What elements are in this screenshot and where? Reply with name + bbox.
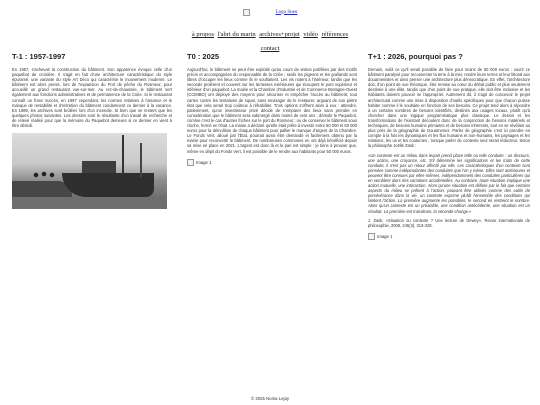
- broken-image: [368, 233, 530, 240]
- main-nav: [0, 30, 540, 53]
- broken-image-icon: [368, 233, 375, 240]
- nav-item-a-propos[interactable]: à propos: [191, 31, 215, 38]
- column-t-minus-1: [12, 52, 172, 209]
- nav-item-contact[interactable]: contact: [260, 45, 280, 52]
- image-alt-text: Image 1: [377, 233, 393, 239]
- citation: J. Zask, «Situation ou contexte ? Une lecture de Dewey», Revue internationale de philosophie, 2008, 245(3), 313-328.: [368, 217, 530, 228]
- broken-image-icon: [187, 159, 194, 166]
- column-t-plus-1: [368, 52, 530, 240]
- nav-item-references[interactable]: références: [321, 31, 349, 38]
- column-paragraph: Demain, voilà ce qu'il serait possible de faire pour moins de 50 000 euros : ouvrir ce bâtiment paralysé pour reconnecter la terre à la mer, rendre leurs terres et leur littoral aux douarnenistes et ainsi penser une architecture plus démocratique. En effet, l'architecture doit, d'un point de vue théorique, être remise au cœur du débat public et plus seulement destinée à une élite, tandis que d'un point de vue pratique, elle doit être inclusive et les habitants doivent pouvoir se l'approprier. Autrement dit, il s'agit de concevoir le projet architectural comme une mise à disposition d'outils spécifiques pour que chacun puisse habiter comme il le souhaite en fonction de ses besoins. Ce projet tend alors à répondre à un certains nombres de besoins identifiés, destinés aux usages locaux, plutôt qu'à chercher dans une logique programmatique plus classique. Le dessin et les transformations de l'existant découlent donc de la conjonction de besoins matériels et techniques, de besoins humains primaires et de besoins inhérents, tout en se révélant au plus près de la géographie de Douarnenez. Parler de géographie c'est ici prendre en compte à la fois les dynamiques et les flux humains et non-humains, les paysages et les relations, les us et les coutumes ; lorsque parler de contexte seul serait réducteur. Selon la philosophe Joëlle Zask :: [368, 67, 531, 149]
- column-title: T+1 : 2026, pourquoi pas ?: [368, 52, 463, 61]
- logo-row: [0, 8, 540, 16]
- site-header: [0, 8, 540, 53]
- image-alt-text: Image 1: [196, 159, 212, 165]
- zask-quote: «Un contexte est un milieu dans lequel prend place telle ou telle conduite : un discours, une action, une croyance, etc. S'il détermine les significations et les traits de cette conduite, il n'est pas un retour affecté par elle. Les caractéristiques d'un contexte sont pensées comme indépendantes des conduites que l'on y mène. Elles sont antérieures et peuvent être connues par elles-mêmes, indépendamment des conduites particulières qui en semblent alors des variations accidentelles. Au contraire, toute situation implique une action mutuelle, une interaction. Alors qu'une situation est définie par le fait que certains aspects du milieu se prêtent à l'action, pouvant être utilisés comme des outils de persévérance dans la vie, un contexte exprime plutôt l'ensemble des conditions qui limitent l'action. La première augmente les possibles, le second en restreint le nombre. Alors qu'un contexte est un préalable, une condition antécédente, une situation est un résultat. La première est transitoire, la seconde change.»: [368, 152, 530, 214]
- column-paragraph: En 1957, s'achevait la construction du bâtiment. Son apparence évoque celle d'un paquebot de croisière. Il s'agit en fait d'une architecture caractéristique du style épuramé, une variante du style Art Déco qui caractérise le mouvement moderne. Le bâtiment est alors pensé, lors de l'expansion du Port de pêche du Rosmeur, pour accueillir un grand restaurant vue-sur-mer. Au rez-de-chaussée, le bâtiment sert également aux fonctions administratives et de permanence de la Criée. Si le restaurant connaît un franc succès, en 1997 cependant, les normes relatives à l'aisance et le manque de rentabilité et d'entretien du bâtiment condamnent ce dernier à la vacance. En 1989, les archives sont brûlées lors d'un incendie. Si bien que ne restent que les quelques photos suivantes. Les dessins sont le résultante d'un travail de recherche et de relevé réalisé pour que la mémoire du Paquebot demeure si ce dernier en vient à être démoli.: [12, 67, 172, 129]
- harbor-photo: [12, 133, 167, 209]
- logo-link[interactable]: Logo Sneu: [275, 9, 298, 15]
- broken-image-icon: [243, 9, 250, 16]
- nav-item-archives-projet[interactable]: archives+projet: [259, 31, 300, 38]
- column-t0: [187, 52, 357, 166]
- column-paragraph: Aujourd'hui, le bâtiment ne peut être exploité qu'au cours de visites justifiées par des motifs précis et accompagnées du responsable de la Criée ; seuls les pigeons et les goélands sont libres d'occuper les lieux comme ils le souhaitent. Les vis notent à l'intérieur, tandis que les seconds prolèrent et couvent sur les terrasses extérieures qui écoupent le pont supérieur et inférieur d'un paquebot. La mairie et la Chambre d'Industrie et de Commerce Bretagne-Ouest (CCIMBO) ont déployé des moyens pour sécuriser et empêcher l'accès au bâtiment, tout cartes contre les tentatives de squat, sans envisager de le restaurer, arguant de son piètre état que cela serait trop coûteux à réhabiliter. Trois options s'offrent alors à eux : attendre, patiemment, qu'un investisseur privé décide de s'emparer des lieux sans prendre en considération que le bâtiment sera submergé dans moins de cent ans ; démolir le Paquebot, comme c'est le cas d'autres friches sur le port du Rosmeur ; ou de conserver le bâtiment sous cloche, fermé en l'état. La mairie a déclaré qu'elle était prête à investir entre 50 000 et 60 000 euros pour la démolition de chaque bâtiment pour pallier le manque d'argent de la Chambre. Le Fonds Vert, alloué par l'État, pourrait aussi être demandé et facilement obtenu par la mairie pour reconvertir le bâtiment. De nombreuses communes en ont déjà bénéficié depuis sa mise en place en 2021. L'argent est donc là et le pari est simple : je tiens à prouver que, même en dépit du Fonds Vert, il est possible de le rendre aux habitants pour 50 000 euros.: [187, 67, 357, 154]
- nav-item-abri-du-marin[interactable]: l'abri du marin: [217, 31, 256, 38]
- column-title: T0 : 2025: [187, 52, 220, 61]
- broken-image: [187, 159, 357, 166]
- column-title: T-1 : 1957-1997: [12, 52, 66, 61]
- nav-item-video[interactable]: vidéo: [303, 31, 318, 38]
- site-footer: © 2025 Noma Lejay: [250, 396, 290, 401]
